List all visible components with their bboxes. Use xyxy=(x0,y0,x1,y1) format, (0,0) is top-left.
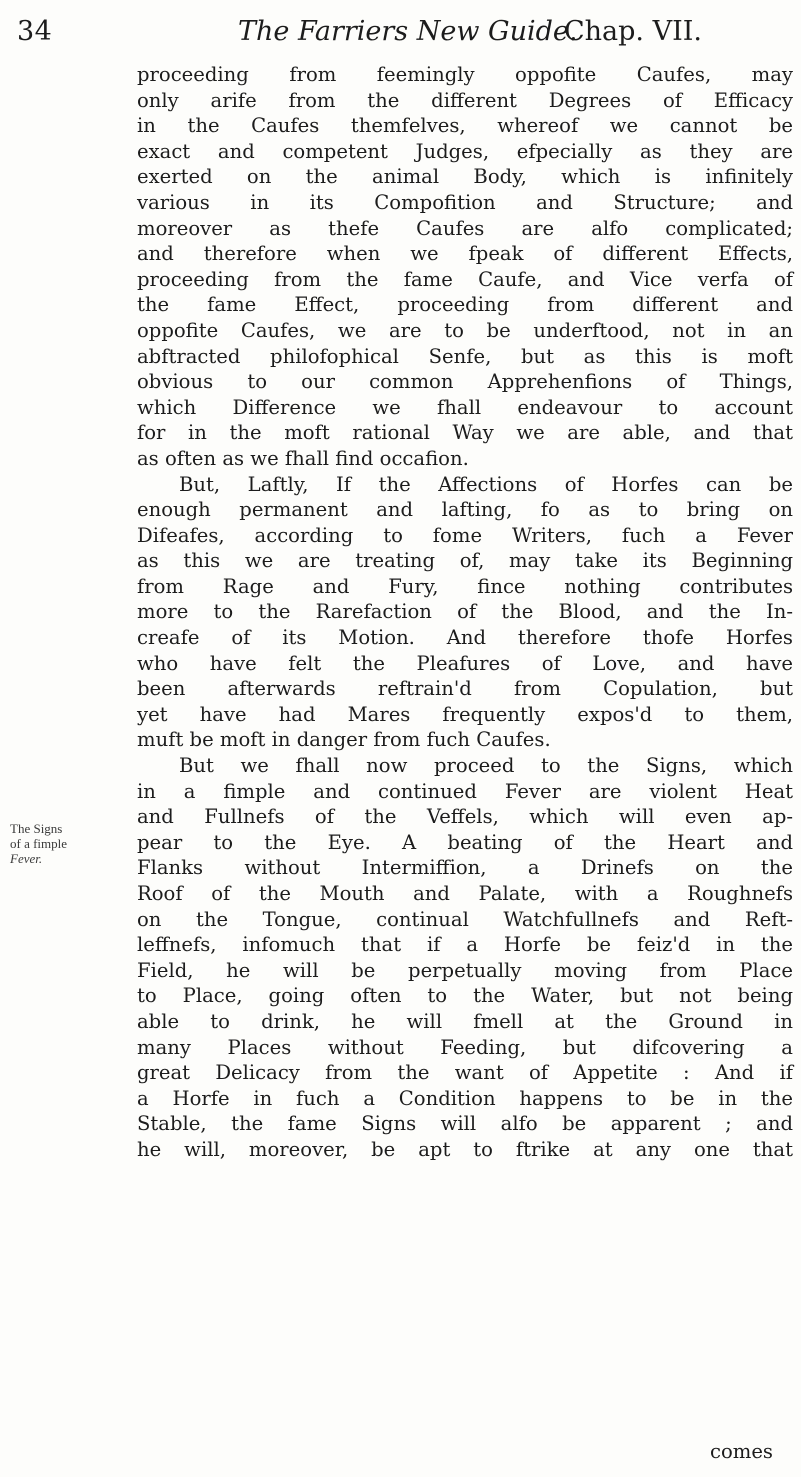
text-line: able to drink, he will fmell at the Ground in xyxy=(137,1009,793,1033)
chapter-label: Chap. VII. xyxy=(564,16,703,47)
text-line: Difeafes, according to fome Writers, fuch a Fever xyxy=(137,523,793,547)
text-line: enough permanent and lafting, fo as to bring on xyxy=(137,498,793,522)
text-line: But, Laftly, If the Affections of Horfes can be xyxy=(179,472,793,496)
text-line: yet have had Mares frequently expos'd to them, xyxy=(137,702,793,726)
text-line: the fame Effect, proceeding from different and xyxy=(137,293,793,317)
text-line: he will, moreover, be apt to ftrike at any one that xyxy=(137,1137,793,1161)
text-line: But we fhall now proceed to the Signs, which xyxy=(179,754,793,778)
text-line: leffnefs, infomuch that if a Horfe be feiz'd in the xyxy=(137,933,793,957)
text-line: as often as we fhall find occafion. xyxy=(137,446,469,470)
text-line: Flanks without Intermiffion, a Drinefs on the xyxy=(137,856,793,880)
text-line: many Places without Feeding, but difcovering a xyxy=(137,1035,793,1059)
margin-note-line: of a fimple xyxy=(10,836,68,851)
page-number: 34 xyxy=(17,16,53,47)
text-line: Roof of the Mouth and Palate, with a Roughnefs xyxy=(137,882,793,905)
text-line: on the Tongue, continual Watchfullnefs and Reft- xyxy=(137,907,793,931)
text-line: which Difference we fhall endeavour to account xyxy=(137,395,793,419)
text-line: exerted on the animal Body, which is infinitely xyxy=(137,165,793,189)
text-line: and Fullnefs of the Veffels, which will even ap- xyxy=(137,805,793,829)
text-line: great Delicacy from the want of Appetite : And if xyxy=(137,1061,793,1085)
text-line: proceeding from the fame Caufe, and Vice verfa of xyxy=(137,267,793,291)
text-line: creafe of its Motion. And therefore thofe Horfes xyxy=(137,626,793,650)
text-line: proceeding from feemingly oppofite Caufes, may xyxy=(137,63,793,86)
margin-note-line: Fever. xyxy=(10,851,43,866)
text-line: muft be moft in danger from fuch Caufes. xyxy=(137,728,551,752)
text-line: who have felt the Pleafures of Love, and have xyxy=(137,651,793,675)
text-line: been afterwards reftrain'd from Copulation, but xyxy=(137,677,793,701)
text-line: from Rage and Fury, fince nothing contributes xyxy=(137,574,793,598)
text-line: in a fimple and continued Fever are violent Heat xyxy=(137,779,793,803)
text-line: oppofite Caufes, we are to be underftood, not in an xyxy=(137,318,793,342)
text-line: a Horfe in fuch a Condition happens to be in the xyxy=(137,1086,793,1110)
text-line: various in its Compofition and Structure; and xyxy=(137,190,793,214)
page-header xyxy=(0,10,801,62)
text-line: obvious to our common Apprehenfions of Things, xyxy=(137,370,793,394)
text-line: exact and competent Judges, efpecially as they are xyxy=(137,139,793,163)
margin-note-line: The Signs xyxy=(10,821,63,836)
margin-note xyxy=(10,821,130,866)
text-line: Stable, the fame Signs will alfo be apparent ; and xyxy=(137,1112,793,1136)
text-line: Field, he will be perpetually moving from Place xyxy=(137,958,793,982)
text-line: only arife from the different Degrees of Efficacy xyxy=(137,88,793,112)
text-line: and therefore when we fpeak of different Effects, xyxy=(137,242,793,266)
text-line: abftracted philofophical Senfe, but as this is moft xyxy=(137,344,793,368)
text-line: as this we are treating of, may take its Beginning xyxy=(137,549,793,573)
running-title: The Farriers New Guide. xyxy=(238,16,578,47)
text-line: pear to the Eye. A beating of the Heart and xyxy=(137,830,793,854)
catchword: comes xyxy=(709,1440,773,1463)
text-line: moreover as thefe Caufes are alfo complicated; xyxy=(137,216,793,240)
text-line: in the Caufes themfelves, whereof we cannot be xyxy=(137,114,793,138)
body-text xyxy=(137,62,793,1163)
text-line: to Place, going often to the Water, but not being xyxy=(137,984,793,1008)
text-line: for in the moft rational Way we are able, and that xyxy=(137,421,793,445)
text-line: more to the Rarefaction of the Blood, and the In- xyxy=(137,600,793,624)
